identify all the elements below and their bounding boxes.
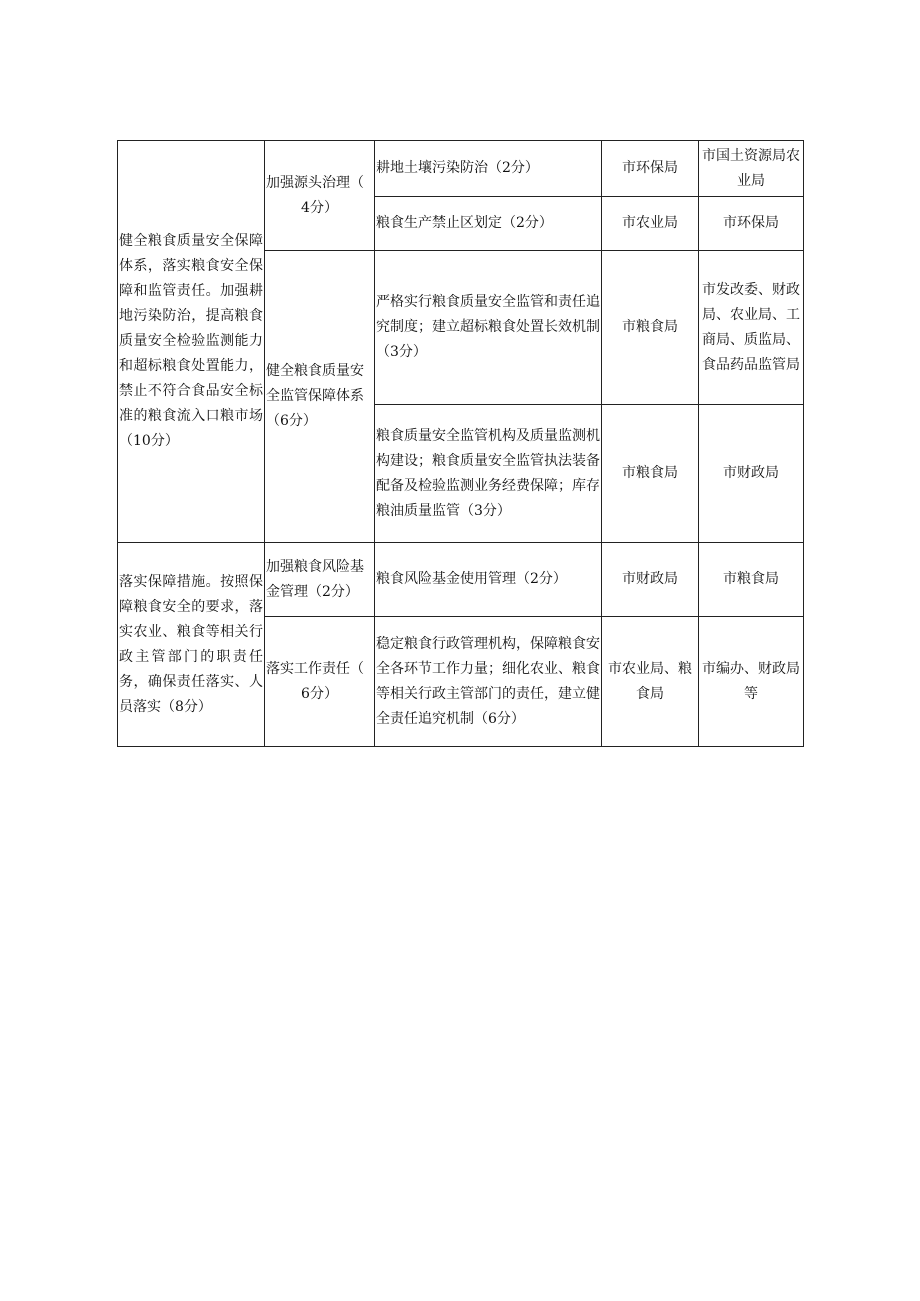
category-cell: 健全粮食质量安全保障体系，落实粮食安全保障和监管责任。加强耕地污染防治，提高粮食质量安全检验监测能力和超标粮食处置能力，禁止不符合食品安全标准的粮食流入口粮市场（10分） <box>118 141 265 543</box>
assessment-table <box>117 140 804 747</box>
content-cell: 粮食质量安全监管机构及质量监测机构建设；粮食质量安全监管执法装备配备及检验监测业务经费保障；库存粮油质量监管（3分） <box>375 405 602 543</box>
subcategory-label: 加强源头治理（ <box>266 174 364 191</box>
lead-department-cell: 市粮食局 <box>602 405 699 543</box>
lead-department-cell: 市财政局 <box>602 543 699 617</box>
subcategory-label: 落实工作责任（ <box>266 660 364 677</box>
table-row <box>118 141 804 197</box>
lead-department-cell: 市农业局 <box>602 197 699 251</box>
subcategory-points: 4分） <box>301 199 338 216</box>
subcategory-points: 6分） <box>301 685 338 702</box>
lead-department-cell: 市农业局、粮食局 <box>602 617 699 747</box>
support-department-cell: 市环保局 <box>699 197 804 251</box>
support-department-cell: 市粮食局 <box>699 543 804 617</box>
subcategory-cell <box>265 141 375 251</box>
subcategory-cell: 加强粮食风险基金管理（2分） <box>265 543 375 617</box>
subcategory-cell <box>265 617 375 747</box>
lead-department-cell: 市环保局 <box>602 141 699 197</box>
support-department-cell: 市编办、财政局等 <box>699 617 804 747</box>
table-row <box>118 543 804 617</box>
support-department-cell: 市发改委、财政局、农业局、工商局、质监局、食品药品监管局 <box>699 251 804 405</box>
content-cell: 稳定粮食行政管理机构，保障粮食安全各环节工作力量；细化农业、粮食等相关行政主管部门的责任，建立健全责任追究机制（6分） <box>375 617 602 747</box>
subcategory-cell: 健全粮食质量安全监管保障体系（6分） <box>265 251 375 543</box>
content-cell: 粮食风险基金使用管理（2分） <box>375 543 602 617</box>
content-cell: 耕地土壤污染防治（2分） <box>375 141 602 197</box>
content-cell: 粮食生产禁止区划定（2分） <box>375 197 602 251</box>
content-cell: 严格实行粮食质量安全监管和责任追究制度；建立超标粮食处置长效机制（3分） <box>375 251 602 405</box>
category-cell: 落实保障措施。按照保障粮食安全的要求，落实农业、粮食等相关行政主管部门的职责任务，确保责任落实、人员落实（8分） <box>118 543 265 747</box>
lead-department-cell: 市粮食局 <box>602 251 699 405</box>
support-department-cell: 市财政局 <box>699 405 804 543</box>
support-department-cell: 市国土资源局农业局 <box>699 141 804 197</box>
